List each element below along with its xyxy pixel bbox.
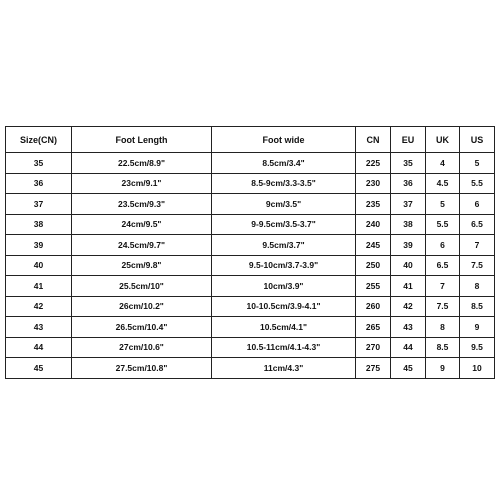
header-eu: EU [391,127,426,153]
cell-foot-wide: 10.5cm/4.1" [212,317,356,338]
header-size-cn: Size(CN) [6,127,72,153]
cell-cn: 235 [356,194,391,215]
cell-cn: 230 [356,173,391,194]
cell-foot-length: 23.5cm/9.3" [72,194,212,215]
cell-size-cn: 40 [6,255,72,276]
cell-eu: 45 [391,358,426,379]
cell-uk: 8 [426,317,460,338]
table-row [6,214,495,235]
cell-eu: 41 [391,276,426,297]
cell-foot-wide: 9-9.5cm/3.5-3.7" [212,214,356,235]
cell-cn: 260 [356,296,391,317]
cell-eu: 35 [391,153,426,174]
cell-foot-wide: 9.5cm/3.7" [212,235,356,256]
cell-uk: 7.5 [426,296,460,317]
cell-eu: 38 [391,214,426,235]
cell-uk: 4 [426,153,460,174]
cell-us: 7 [460,235,495,256]
cell-us: 10 [460,358,495,379]
cell-cn: 225 [356,153,391,174]
size-chart-table [5,126,495,379]
cell-uk: 5.5 [426,214,460,235]
cell-us: 8 [460,276,495,297]
cell-size-cn: 38 [6,214,72,235]
cell-uk: 5 [426,194,460,215]
cell-us: 7.5 [460,255,495,276]
cell-size-cn: 41 [6,276,72,297]
table-row [6,358,495,379]
cell-cn: 240 [356,214,391,235]
table-row [6,153,495,174]
cell-size-cn: 42 [6,296,72,317]
cell-eu: 40 [391,255,426,276]
cell-cn: 255 [356,276,391,297]
cell-foot-length: 24cm/9.5" [72,214,212,235]
cell-foot-wide: 9.5-10cm/3.7-3.9" [212,255,356,276]
cell-eu: 42 [391,296,426,317]
cell-us: 9.5 [460,337,495,358]
cell-uk: 7 [426,276,460,297]
cell-foot-wide: 10cm/3.9" [212,276,356,297]
cell-foot-length: 24.5cm/9.7" [72,235,212,256]
cell-us: 6 [460,194,495,215]
header-cn: CN [356,127,391,153]
cell-foot-length: 25cm/9.8" [72,255,212,276]
table-row [6,276,495,297]
cell-size-cn: 35 [6,153,72,174]
cell-cn: 270 [356,337,391,358]
cell-size-cn: 43 [6,317,72,338]
header-foot-wide: Foot wide [212,127,356,153]
header-us: US [460,127,495,153]
table-row [6,173,495,194]
cell-size-cn: 44 [6,337,72,358]
cell-eu: 43 [391,317,426,338]
cell-us: 8.5 [460,296,495,317]
cell-us: 5.5 [460,173,495,194]
cell-cn: 265 [356,317,391,338]
cell-uk: 6.5 [426,255,460,276]
cell-foot-length: 26cm/10.2" [72,296,212,317]
cell-size-cn: 36 [6,173,72,194]
cell-cn: 250 [356,255,391,276]
cell-us: 9 [460,317,495,338]
table-row [6,296,495,317]
cell-foot-length: 23cm/9.1" [72,173,212,194]
cell-foot-length: 27cm/10.6" [72,337,212,358]
cell-foot-length: 25.5cm/10" [72,276,212,297]
cell-uk: 4.5 [426,173,460,194]
table-row [6,255,495,276]
table-row [6,317,495,338]
cell-cn: 245 [356,235,391,256]
cell-foot-wide: 10.5-11cm/4.1-4.3" [212,337,356,358]
cell-us: 6.5 [460,214,495,235]
cell-size-cn: 39 [6,235,72,256]
table-row [6,337,495,358]
cell-foot-wide: 10-10.5cm/3.9-4.1" [212,296,356,317]
table-row [6,194,495,215]
cell-foot-wide: 9cm/3.5" [212,194,356,215]
cell-foot-length: 22.5cm/8.9" [72,153,212,174]
header-uk: UK [426,127,460,153]
table-row [6,235,495,256]
cell-size-cn: 37 [6,194,72,215]
cell-foot-wide: 8.5cm/3.4" [212,153,356,174]
cell-uk: 6 [426,235,460,256]
table-header-row [6,127,495,153]
cell-eu: 36 [391,173,426,194]
cell-foot-length: 27.5cm/10.8" [72,358,212,379]
cell-size-cn: 45 [6,358,72,379]
cell-cn: 275 [356,358,391,379]
cell-foot-length: 26.5cm/10.4" [72,317,212,338]
cell-eu: 39 [391,235,426,256]
cell-uk: 8.5 [426,337,460,358]
cell-foot-wide: 8.5-9cm/3.3-3.5" [212,173,356,194]
cell-uk: 9 [426,358,460,379]
cell-us: 5 [460,153,495,174]
header-foot-length: Foot Length [72,127,212,153]
cell-foot-wide: 11cm/4.3" [212,358,356,379]
cell-eu: 44 [391,337,426,358]
cell-eu: 37 [391,194,426,215]
